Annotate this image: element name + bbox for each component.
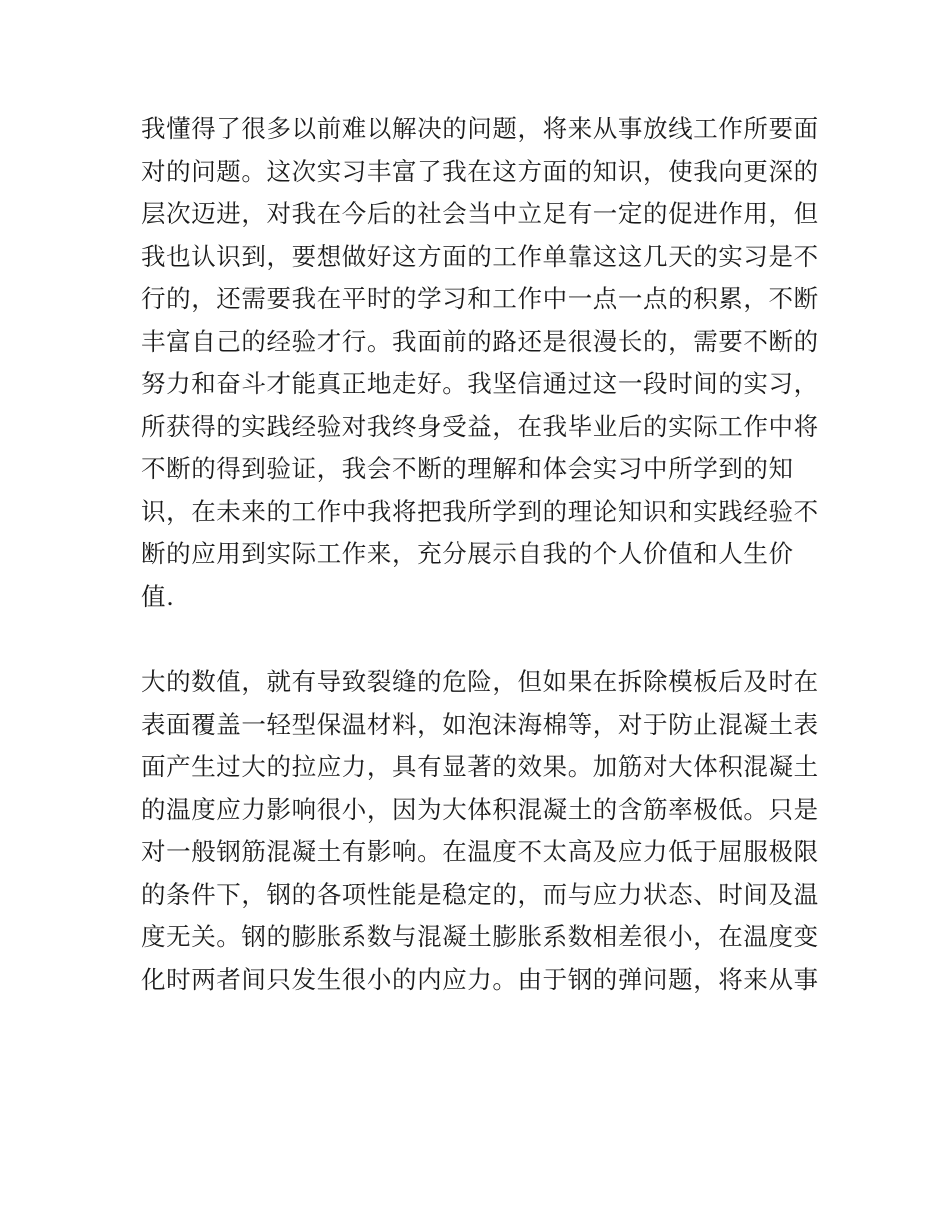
text-line: 不断的得到验证，我会不断的理解和体会实习中所学到的知 [141, 454, 794, 483]
text-line: 值. [141, 581, 175, 611]
text-line: 表面覆盖一轻型保温材料，如泡沫海棉等，对于防止混凝土表 [141, 709, 819, 739]
text-line: 所获得的实践经验对我终身受益，在我毕业后的实际工作中将 [141, 411, 819, 441]
text-line: 的条件下，钢的各项性能是稳定的，而与应力状态、时间及温 [141, 879, 819, 909]
text-line: 大的数值，就有导致裂缝的危险，但如果在拆除模板后及时在 [141, 667, 819, 696]
text-line: 化时两者间只发生很小的内应力。由于钢的弹问题，将来从事 [141, 964, 819, 994]
text-line: 我懂得了很多以前难以解决的问题，将来从事放线工作所要面 [141, 114, 819, 143]
text-line: 丰富自己的经验才行。我面前的路还是很漫长的，需要不断的 [141, 326, 819, 356]
text-line: 行的，还需要我在平时的学习和工作中一点一点的积累，不断 [141, 284, 819, 313]
text-line: 识，在未来的工作中我将把我所学到的理论知识和实践经验不 [141, 496, 819, 526]
paragraph-concrete-temperature [141, 661, 819, 1001]
text-line: 层次迈进，对我在今后的社会当中立足有一定的促进作用，但 [141, 199, 819, 228]
text-line: 面产生过大的拉应力，具有显著的效果。加筋对大体积混凝土 [141, 752, 819, 781]
text-line: 我也认识到，要想做好这方面的工作单靠这这几天的实习是不 [141, 241, 819, 271]
text-line: 度无关。钢的膨胀系数与混凝土膨胀系数相差很小，在温度变 [141, 922, 819, 951]
text-line: 对一般钢筋混凝土有影响。在温度不太高及应力低于屈服极限 [141, 837, 819, 866]
text-line: 断的应用到实际工作来，充分展示自我的个人价值和人生价 [141, 539, 794, 568]
paragraph-internship-reflection [141, 108, 819, 618]
text-line: 对的问题。这次实习丰富了我在这方面的知识，使我向更深的 [141, 156, 819, 186]
text-line: 的温度应力影响很小，因为大体积混凝土的含筋率极低。只是 [141, 794, 819, 824]
text-line: 努力和奋斗才能真正地走好。我坚信通过这一段时间的实习， [141, 369, 819, 398]
